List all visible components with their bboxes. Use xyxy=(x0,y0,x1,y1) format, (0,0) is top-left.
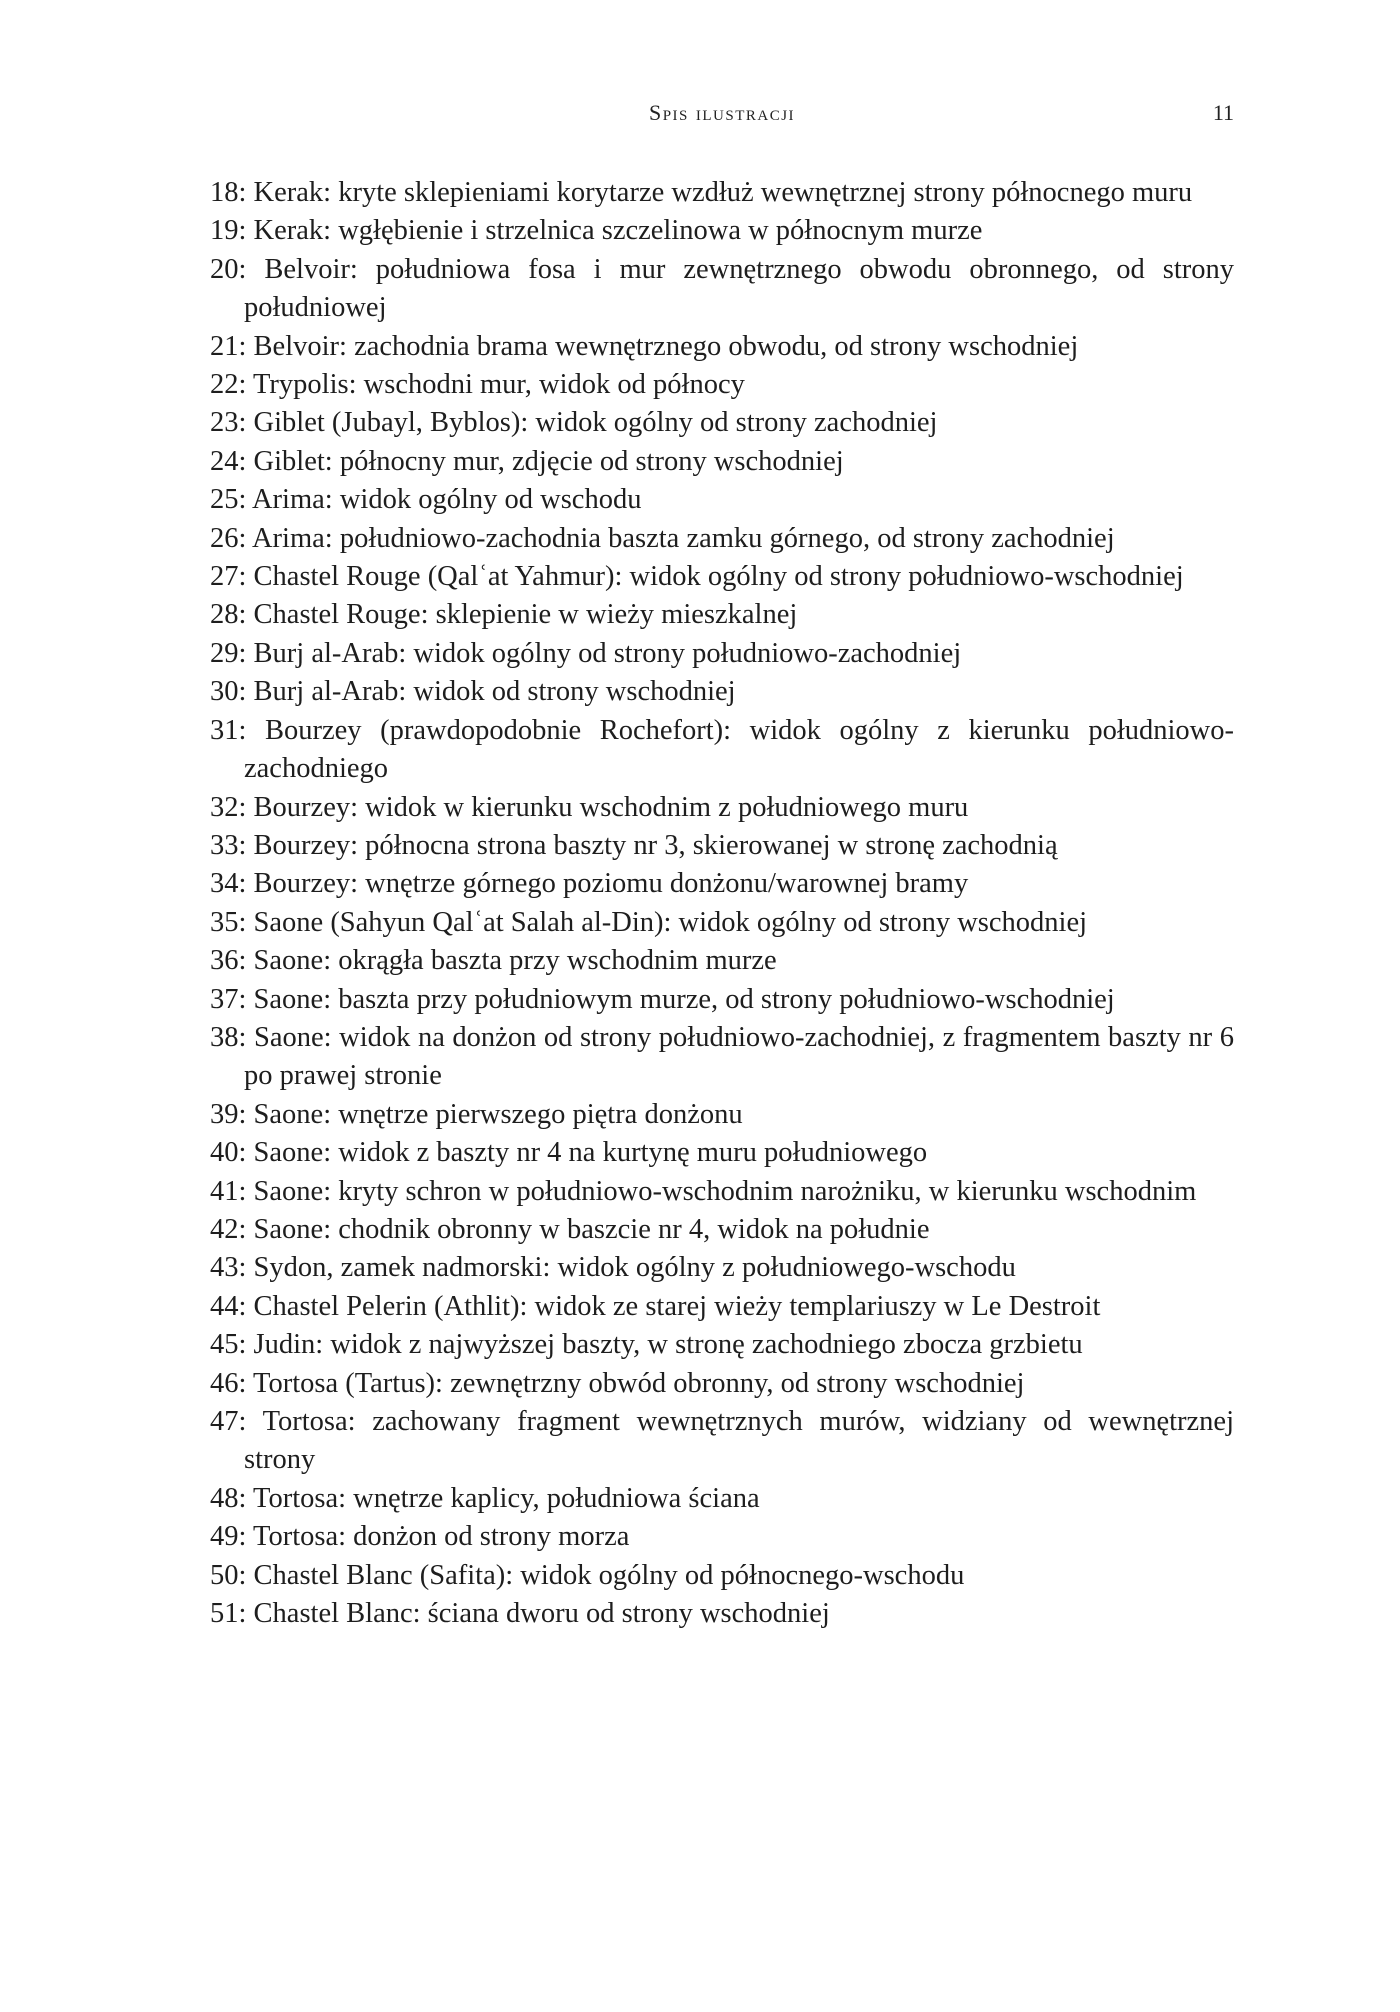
page-number: 11 xyxy=(1212,100,1234,125)
illustration-entry: 18: Kerak: kryte sklepieniami korytarze wzdłuż wewnętrznej strony północnego muru xyxy=(210,177,1193,208)
illustration-entry: 40: Saone: widok z baszty nr 4 na kurtynę muru południowego xyxy=(210,1137,928,1169)
illustration-entry: 49: Tortosa: donżon od strony morza xyxy=(210,1521,630,1553)
illustration-entry: 48: Tortosa: wnętrze kaplicy, południowa ściana xyxy=(210,1482,760,1514)
illustration-entry: 29: Burj al-Arab: widok ogólny od strony południowo-zachodniej xyxy=(210,637,962,669)
illustration-entry: 28: Chastel Rouge: sklepienie w wieży mieszkalnej xyxy=(210,599,798,631)
illustration-entry: 43: Sydon, zamek nadmorski: widok ogólny z południowego-wschodu xyxy=(210,1252,1016,1284)
illustration-entry: 27: Chastel Rouge (Qalʿat Yahmur): widok ogólny od strony południowo-wschodniej xyxy=(210,561,1184,593)
illustration-list xyxy=(210,174,1234,1633)
illustration-entry: 50: Chastel Blanc (Safita): widok ogólny od północnego-wschodu xyxy=(210,1559,965,1591)
illustration-entry: 22: Trypolis: wschodni mur, widok od północy xyxy=(210,369,745,401)
running-header xyxy=(210,100,1234,140)
illustration-entry: 26: Arima: południowo-zachodnia baszta zamku górnego, od strony zachodniej xyxy=(210,522,1115,554)
illustration-entry: 41: Saone: kryty schron w południowo-wschodnim narożniku, w kierunku wschodnim xyxy=(210,1175,1197,1207)
illustration-entry: 20: Belvoir: południowa fosa i mur zewnętrznego obwodu obronnego, od strony południowej xyxy=(210,253,1234,324)
section-title: Spis ilustracji xyxy=(648,100,796,125)
illustration-entry: 23: Giblet (Jubayl, Byblos): widok ogólny od strony zachodniej xyxy=(210,407,938,439)
illustration-entry: 45: Judin: widok z najwyższej baszty, w stronę zachodniego zbocza grzbietu xyxy=(210,1329,1083,1361)
illustration-entry: 32: Bourzey: widok w kierunku wschodnim z południowego muru xyxy=(210,791,969,823)
illustration-entry: 51: Chastel Blanc: ściana dworu od strony wschodniej xyxy=(210,1598,830,1630)
illustration-entry: 34: Bourzey: wnętrze górnego poziomu donżonu/warownej bramy xyxy=(210,868,969,900)
illustration-entry: 37: Saone: baszta przy południowym murze, od strony południowo-wschodniej xyxy=(210,983,1115,1015)
illustration-entry: 44: Chastel Pelerin (Athlit): widok ze starej wieży templariuszy w Le Destroit xyxy=(210,1290,1101,1322)
illustration-entry: 47: Tortosa: zachowany fragment wewnętrznych murów, widziany od wewnętrznej strony xyxy=(210,1406,1234,1476)
illustration-entry: 30: Burj al-Arab: widok od strony wschodniej xyxy=(210,676,736,708)
illustration-entry: 24: Giblet: północny mur, zdjęcie od strony wschodniej xyxy=(210,445,844,477)
illustration-entry: 33: Bourzey: północna strona baszty nr 3, skierowanej w stronę zachodnią xyxy=(210,829,1058,861)
illustration-entry: 19: Kerak: wgłębienie i strzelnica szczelinowa w północnym murze xyxy=(210,215,983,247)
illustration-entry: 46: Tortosa (Tartus): zewnętrzny obwód obronny, od strony wschodniej xyxy=(210,1367,1025,1399)
illustration-entry: 36: Saone: okrągła baszta przy wschodnim murze xyxy=(210,945,777,977)
illustration-entry: 21: Belvoir: zachodnia brama wewnętrznego obwodu, od strony wschodniej xyxy=(210,330,1079,362)
illustration-entry: 35: Saone (Sahyun Qalʿat Salah al-Din): widok ogólny od strony wschodniej xyxy=(210,906,1088,938)
illustration-entry: 39: Saone: wnętrze pierwszego piętra donżonu xyxy=(210,1098,743,1130)
illustration-entry: 38: Saone: widok na donżon od strony południowo-zachodniej, z fragmentem baszty nr 6 po prawej stronie xyxy=(210,1021,1234,1092)
illustration-entry: 31: Bourzey (prawdopodobnie Rochefort): widok ogólny z kierunku południowo-zachodniego xyxy=(210,714,1234,785)
illustration-entry: 25: Arima: widok ogólny od wschodu xyxy=(210,484,642,516)
illustration-entry: 42: Saone: chodnik obronny w baszcie nr 4, widok na południe xyxy=(210,1213,930,1245)
